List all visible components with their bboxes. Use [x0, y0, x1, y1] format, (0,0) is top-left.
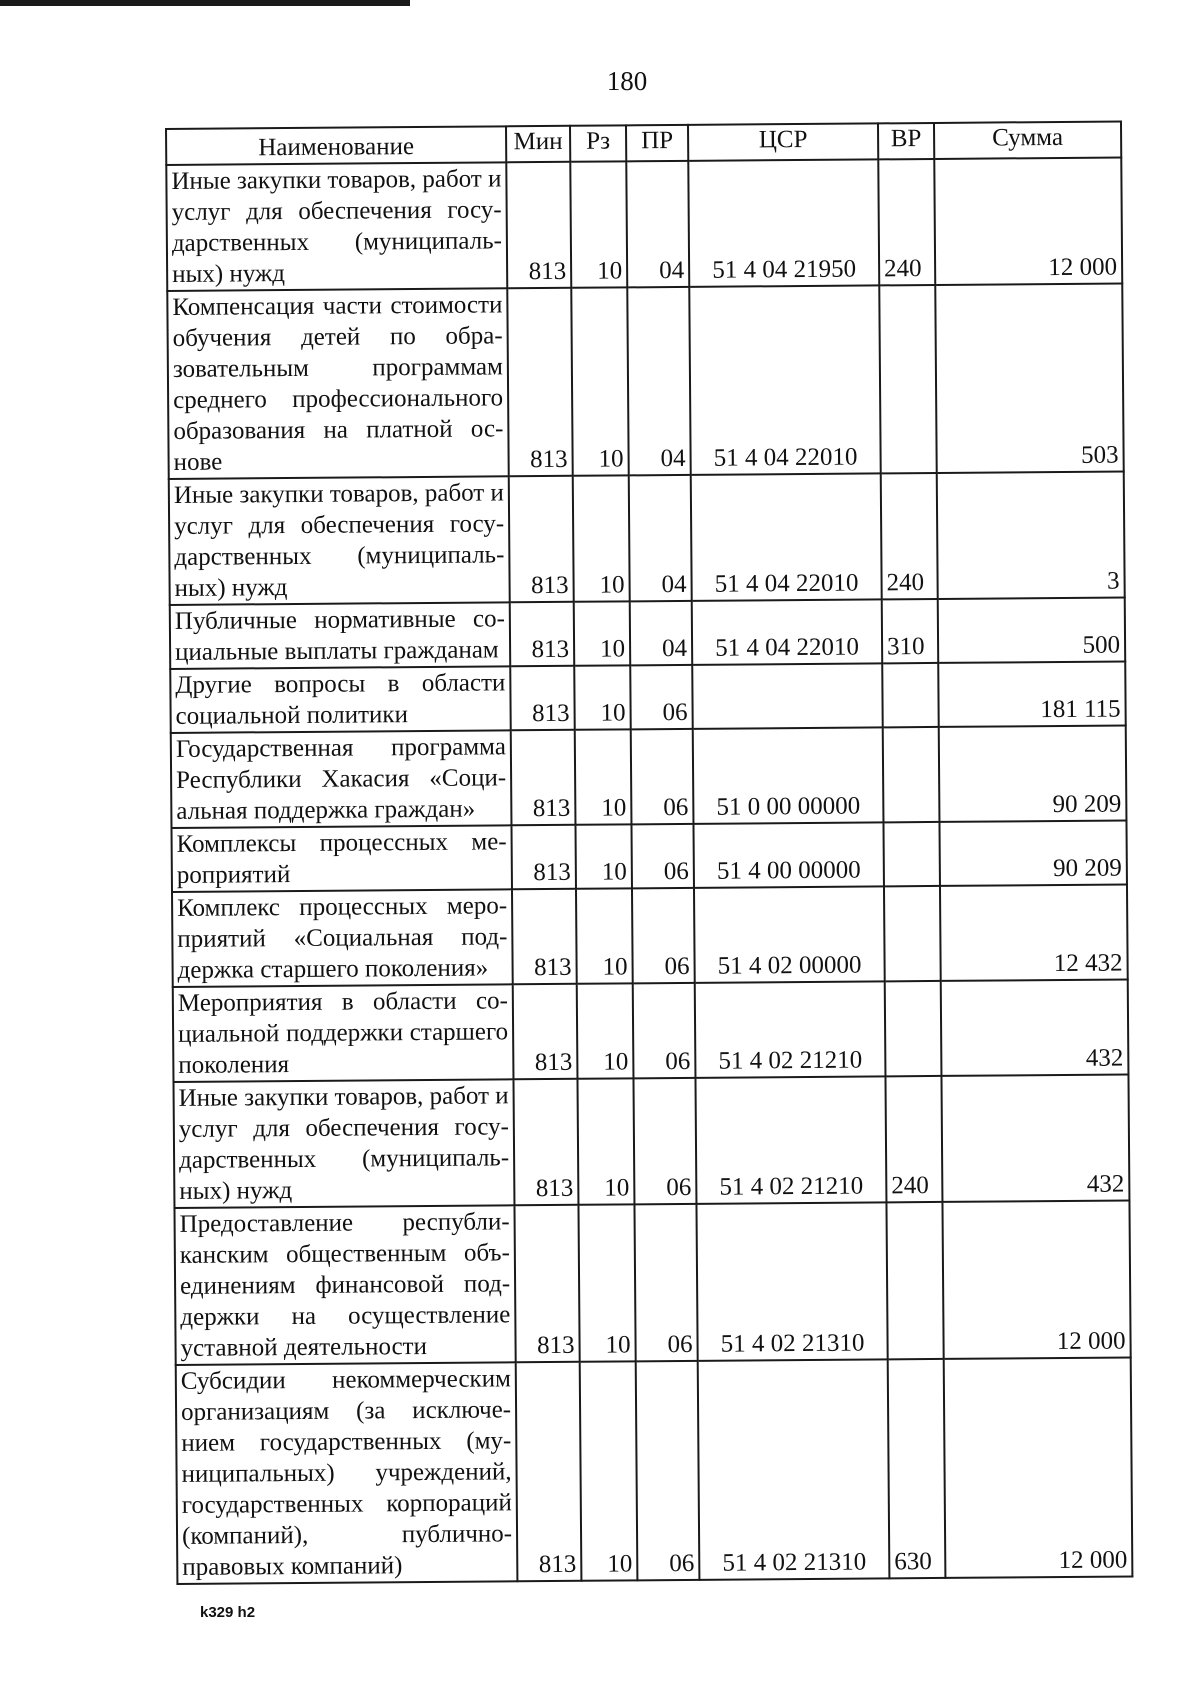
cell-csr: 51 4 00 00000 — [693, 822, 883, 887]
cell-min: 813 — [507, 288, 572, 476]
cell-sum: 12 000 — [942, 1200, 1130, 1358]
cell-vr: 240 — [881, 473, 938, 599]
cell-name: Комплексы процессных мероприятий — [171, 825, 511, 892]
cell-csr: 51 4 02 21210 — [695, 1076, 886, 1203]
cell-name: Государственная программа Республики Хакасия «Социальная поддержка граждан» — [171, 730, 512, 828]
scanned-page — [165, 120, 1131, 1587]
table-row — [167, 283, 1123, 478]
cell-vr — [879, 285, 936, 473]
cell-csr: 51 4 04 22010 — [692, 599, 882, 664]
cell-pr: 04 — [626, 161, 689, 287]
cell-vr: 630 — [888, 1359, 946, 1578]
table-row — [174, 1200, 1130, 1364]
table-row — [176, 1357, 1133, 1583]
cell-name: Иные закупки товаров, работ и услуг для обеспечения государственных (муниципальных) нужд — [166, 162, 507, 291]
cell-vr — [885, 981, 942, 1076]
header-sum: Сумма — [934, 121, 1121, 158]
cell-min: 813 — [512, 889, 577, 984]
cell-min: 813 — [511, 825, 576, 890]
cell-csr: 51 4 04 22010 — [689, 285, 880, 474]
cell-name: Комплекс процессных мероприятий «Социальная поддержка старшего поколения» — [172, 889, 513, 987]
cell-vr — [886, 1202, 943, 1359]
cell-pr: 04 — [629, 475, 692, 601]
header-min: Мин — [506, 126, 570, 163]
cell-name: Иные закупки товаров, работ и услуг для обеспечения государственных (муниципальных) нужд — [173, 1079, 514, 1208]
cell-sum: 90 209 — [939, 820, 1126, 885]
cell-rz: 10 — [570, 161, 627, 287]
table-body — [166, 157, 1132, 1583]
table-row — [171, 725, 1127, 827]
header-pr: ПР — [626, 125, 688, 161]
cell-sum: 503 — [935, 283, 1123, 472]
cell-min: 813 — [513, 984, 578, 1079]
footer-code: k329 h2 — [200, 1604, 256, 1621]
header-csr: ЦСР — [688, 123, 878, 160]
table-row — [173, 979, 1129, 1081]
cell-name: Мероприятия в области социальной поддержки старшего поколения — [173, 984, 514, 1082]
table-row — [171, 820, 1126, 891]
cell-sum: 90 209 — [939, 725, 1127, 821]
cell-pr: 06 — [631, 729, 694, 824]
cell-sum: 12 432 — [940, 884, 1128, 980]
cell-min: 813 — [509, 476, 574, 602]
scan-edge-bar — [0, 0, 410, 6]
header-vr: ВР — [878, 123, 934, 159]
cell-sum: 12 000 — [934, 157, 1122, 284]
cell-csr: 51 0 00 00000 — [693, 727, 884, 823]
cell-min: 813 — [514, 1205, 579, 1362]
table-row — [173, 1074, 1129, 1207]
table-row — [170, 597, 1125, 668]
cell-vr: 240 — [878, 159, 935, 285]
cell-csr: 51 4 02 21210 — [695, 981, 886, 1077]
cell-name: Иные закупки товаров, работ и услуг для обеспечения государственных (муниципальных) нужд — [169, 476, 510, 605]
cell-csr — [692, 663, 882, 728]
table-row — [172, 884, 1128, 986]
cell-rz: 10 — [571, 287, 628, 475]
cell-sum: 181 115 — [938, 661, 1125, 726]
cell-pr: 06 — [631, 824, 694, 888]
cell-vr — [883, 822, 940, 886]
cell-pr: 06 — [634, 1204, 697, 1361]
cell-rz: 10 — [574, 665, 631, 729]
page-number: 180 — [606, 66, 648, 96]
cell-pr: 04 — [627, 287, 690, 475]
cell-rz: 10 — [574, 601, 631, 665]
cell-name: Публичные нормативные социальные выплаты гражданам — [170, 602, 510, 669]
cell-name: Компенсация части стоимости обучения детей по образовательным программам среднего профессионального образования на платной основе — [167, 288, 508, 479]
cell-rz: 10 — [580, 1361, 638, 1580]
cell-pr: 06 — [633, 983, 696, 1078]
cell-csr: 51 4 04 22010 — [691, 473, 882, 600]
cell-vr — [882, 663, 939, 727]
cell-pr: 06 — [633, 1078, 696, 1204]
cell-rz: 10 — [576, 888, 633, 983]
cell-name: Другие вопросы в области социальной политики — [170, 666, 510, 733]
cell-min: 813 — [510, 666, 575, 731]
cell-rz: 10 — [577, 983, 634, 1078]
cell-rz: 10 — [575, 824, 632, 888]
cell-vr — [884, 886, 941, 981]
cell-vr: 310 — [882, 599, 939, 663]
cell-csr: 51 4 04 21950 — [688, 159, 879, 286]
cell-pr: 06 — [630, 665, 693, 729]
cell-sum: 432 — [941, 979, 1129, 1075]
cell-sum: 12 000 — [944, 1357, 1133, 1577]
cell-csr: 51 4 02 21310 — [696, 1202, 887, 1360]
cell-min: 813 — [511, 730, 576, 825]
cell-pr: 06 — [636, 1361, 700, 1580]
table-row — [166, 157, 1122, 290]
cell-sum: 432 — [941, 1074, 1129, 1201]
cell-pr: 04 — [630, 601, 693, 665]
cell-name: Предоставление республиканским общественным объединениям финансовой поддержки на осуществление уставной деятельности — [174, 1205, 515, 1365]
cell-min: 813 — [513, 1079, 578, 1205]
cell-csr: 51 4 02 21310 — [698, 1359, 890, 1579]
cell-csr: 51 4 02 00000 — [694, 886, 885, 982]
header-rz: Рз — [570, 125, 626, 161]
cell-vr: 240 — [885, 1076, 942, 1202]
cell-pr: 06 — [632, 888, 695, 983]
budget-table — [165, 120, 1133, 1584]
cell-min: 813 — [506, 162, 571, 288]
cell-name: Субсидии некоммерческим организациям (за исключением государственных (муниципальных) учреждений, государственных корпораций (компаний), публичноправовых компаний) — [176, 1362, 518, 1584]
cell-sum: 500 — [938, 597, 1125, 662]
cell-rz: 10 — [573, 475, 630, 601]
table-row — [169, 471, 1125, 604]
table-row — [170, 661, 1125, 732]
cell-min: 813 — [516, 1362, 582, 1581]
cell-sum: 3 — [937, 471, 1125, 598]
cell-min: 813 — [510, 602, 575, 667]
cell-vr — [883, 727, 940, 822]
cell-rz: 10 — [578, 1204, 635, 1361]
cell-rz: 10 — [577, 1078, 634, 1204]
cell-rz: 10 — [575, 729, 632, 824]
header-name: Наименование — [166, 126, 506, 165]
